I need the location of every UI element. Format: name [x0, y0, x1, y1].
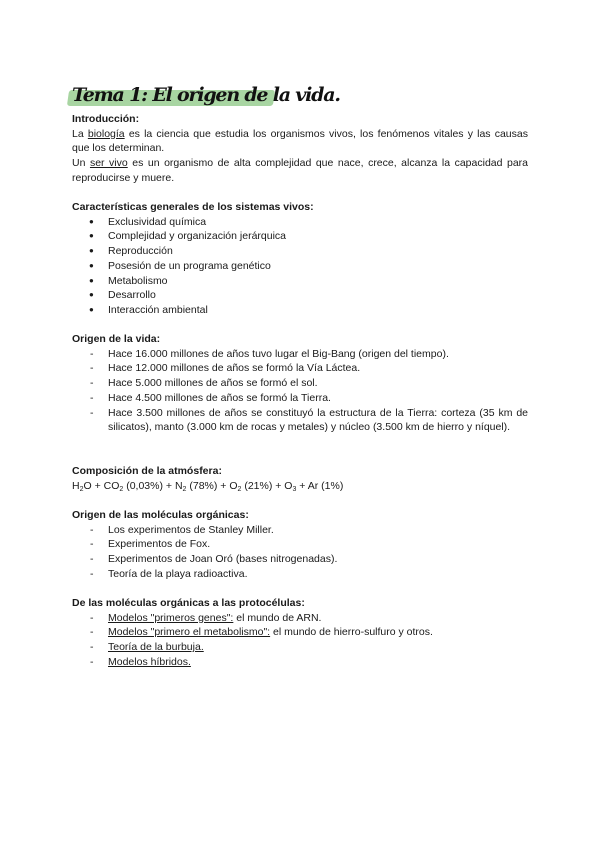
subscript: 2 — [182, 485, 187, 493]
list-item-term: Modelos "primeros genes": — [108, 611, 234, 624]
list-item: - Hace 5.000 millones de años se formó el sol. — [72, 376, 528, 391]
origen-heading: Origen de la vida: — [72, 333, 161, 345]
list-item: - Hace 3.500 millones de años se constituyó la estructura de la Tierra: corteza (35 km de silicatos), manto (3.000 km de rocas y metales) y núcleo (3.500 km de hierro y níquel). — [72, 406, 528, 435]
list-item: - Los experimentos de Stanley Miller. — [72, 523, 528, 538]
atmosfera-heading: Composición de la atmósfera: — [72, 465, 222, 477]
list-item: ● Desarrollo — [72, 288, 528, 303]
list-item — [72, 655, 528, 670]
list-item-text: el mundo de hierro-sulfuro y otros. — [270, 626, 433, 639]
text: Un — [72, 157, 90, 170]
subscript: 3 — [292, 485, 297, 493]
intro-section — [72, 112, 528, 186]
text: es la ciencia que estudia los organismos vivos, los fenómenos vitales y las causas que los determinan. — [72, 127, 528, 155]
subscript: 2 — [237, 485, 242, 493]
list-item: ● Metabolismo — [72, 274, 528, 289]
subscript: 2 — [79, 485, 84, 493]
caracteristicas-heading: Características generales de los sistemas vivos: — [72, 201, 314, 213]
moleculas-list — [72, 523, 528, 582]
list-item-term: Modelos "primero el metabolismo": — [108, 626, 271, 639]
list-item: ● Posesión de un programa genético — [72, 259, 528, 274]
list-item: ● Complejidad y organización jerárquica — [72, 229, 528, 244]
atmosfera-formula — [72, 479, 528, 498]
page-title: Tema 1: El origen de la vida. — [72, 84, 340, 106]
term-ser-vivo: ser vivo — [89, 157, 128, 170]
caracteristicas-section — [72, 200, 528, 318]
list-item: - Hace 12.000 millones de años se formó la Vía Láctea. — [72, 361, 528, 376]
moleculas-section — [72, 508, 528, 582]
intro-heading: Introducción: — [72, 113, 140, 125]
text: (78%) + O — [186, 479, 238, 492]
list-item-term: Teoría de la burbuja. — [108, 641, 204, 654]
origen-section — [72, 332, 528, 435]
text: H — [72, 479, 80, 492]
list-item: ● Reproducción — [72, 244, 528, 259]
origen-list — [72, 347, 528, 435]
moleculas-heading: Origen de las moléculas orgánicas: — [72, 509, 249, 521]
list-item: - Teoría de la playa radioactiva. — [72, 567, 528, 582]
list-item: ● Interacción ambiental — [72, 303, 528, 318]
text: + Ar (1%) — [296, 479, 344, 492]
list-item-text: el mundo de ARN. — [233, 611, 322, 624]
title-block — [72, 84, 340, 106]
list-item-term: Modelos híbridos. — [108, 655, 191, 668]
text: (0,03%) + N — [123, 479, 183, 492]
protocelulas-list — [72, 611, 528, 670]
text: La — [72, 127, 88, 140]
text: O + CO — [83, 479, 120, 492]
list-item: - Hace 4.500 millones de años se formó la Tierra. — [72, 391, 528, 406]
list-item: - Experimentos de Joan Oró (bases nitrogenadas). — [72, 552, 528, 567]
list-item — [72, 640, 528, 655]
atmosfera-section — [72, 464, 528, 497]
protocelulas-heading: De las moléculas orgánicas a las protocélulas: — [72, 597, 305, 609]
text: es un organismo de alta complejidad que nace, crece, alcanza la capacidad para reproducirse y muere. — [72, 157, 528, 184]
list-item: - Hace 16.000 millones de años tuvo lugar el Big-Bang (origen del tiempo). — [72, 347, 528, 362]
intro-paragraph-2 — [72, 156, 528, 185]
protocelulas-section — [72, 596, 528, 670]
list-item: - Experimentos de Fox. — [72, 537, 528, 552]
text: (21%) + O — [241, 479, 293, 492]
intro-paragraph-1 — [72, 127, 528, 156]
list-item — [72, 625, 528, 640]
list-item: ● Exclusividad química — [72, 215, 528, 230]
term-biologia: biología — [87, 127, 125, 140]
caracteristicas-list — [72, 215, 528, 318]
subscript: 2 — [119, 485, 124, 493]
list-item — [72, 611, 528, 626]
